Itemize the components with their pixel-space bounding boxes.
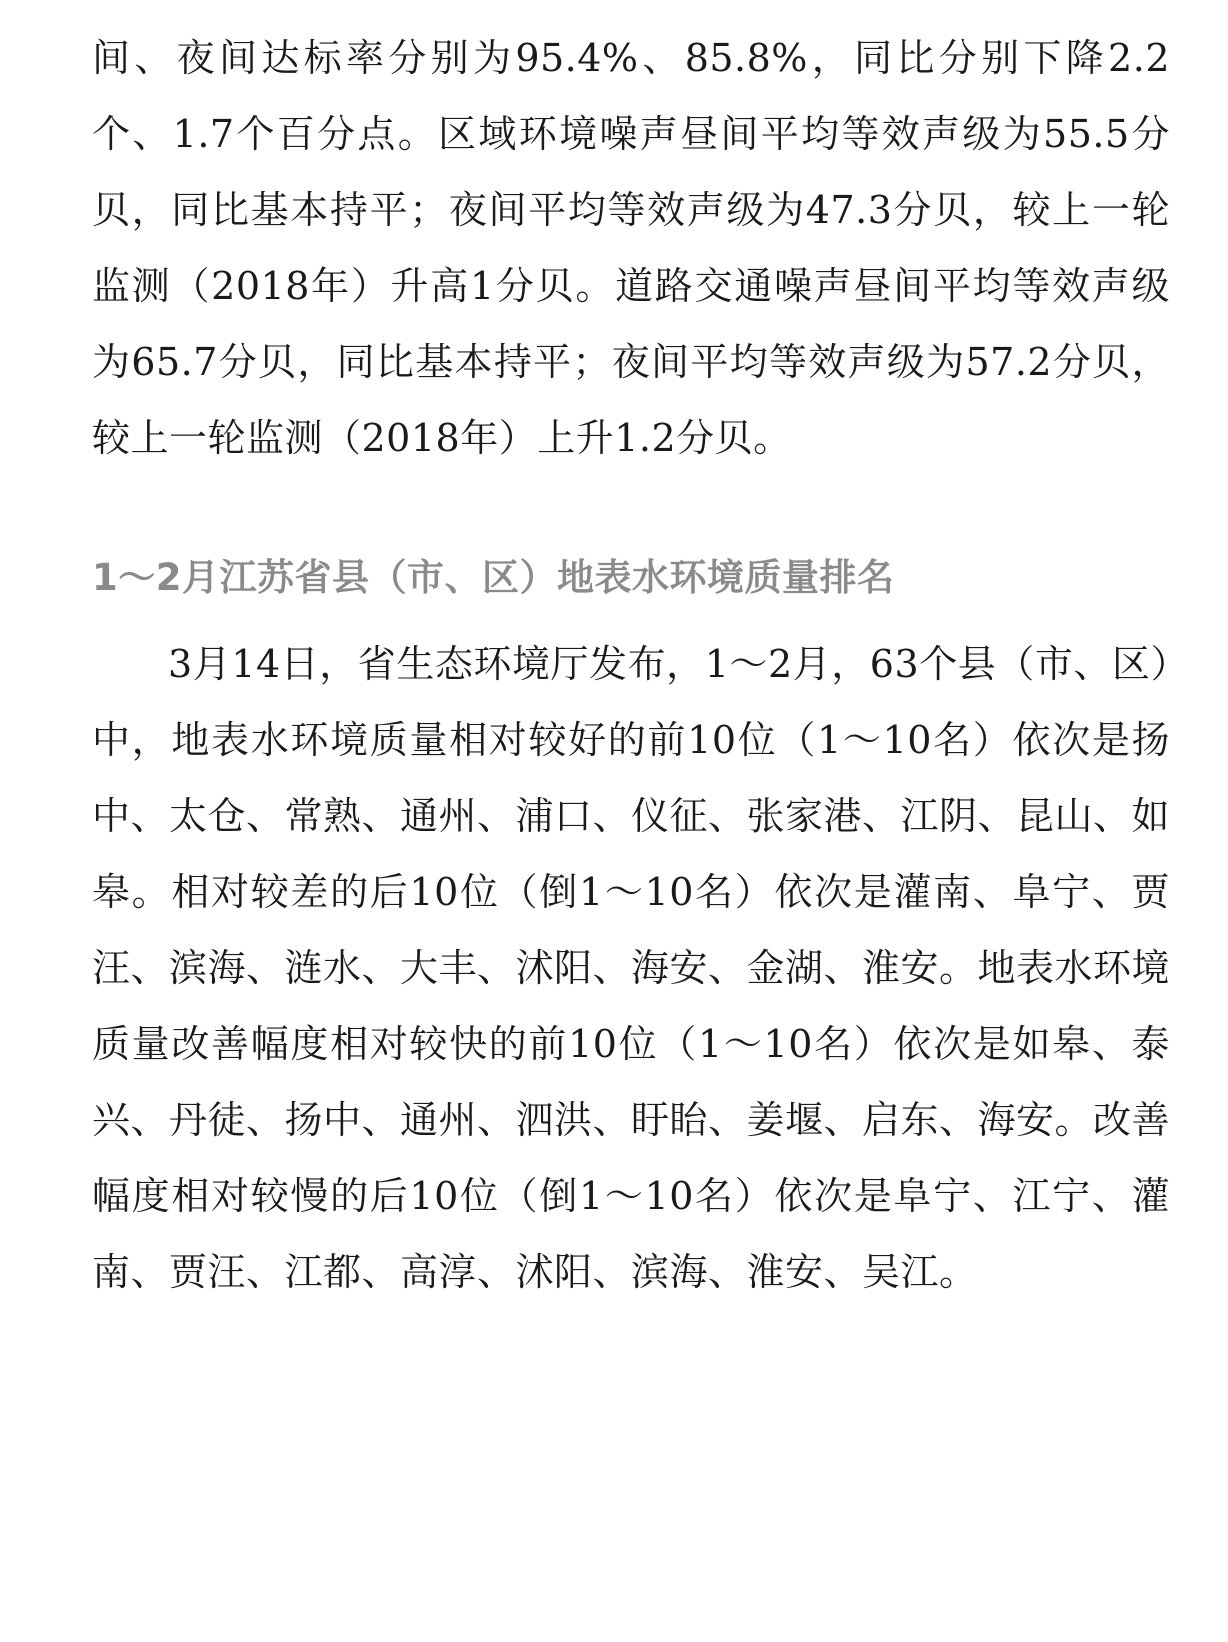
noise-monitoring-paragraph: 间、夜间达标率分别为95.4%、85.8%，同比分别下降2.2个、1.7个百分点。区域环境噪声昼间平均等效声级为55.5分贝，同比基本持平；夜间平均等效声级为47.3分贝，较上一轮监测（2018年）升高1分贝。道路交通噪声昼间平均等效声级为65.7分贝，同比基本持平；夜间平均等效声级为57.2分贝，较上一轮监测（2018年）上升1.2分贝。 <box>92 36 1170 460</box>
water-quality-ranking-paragraph: 3月14日，省生态环境厅发布，1～2月，63个县（市、区）中，地表水环境质量相对较好的前10位（1～10名）依次是扬中、太仓、常熟、通州、浦口、仪征、张家港、江阴、昆山、如皋。相对较差的后10位（倒1～10名）依次是灌南、阜宁、贾汪、滨海、涟水、大丰、沭阳、海安、金湖、淮安。地表水环境质量改善幅度相对较快的前10位（1～10名）依次是如皋、泰兴、丹徒、扬中、通州、泗洪、盱眙、姜堰、启东、海安。改善幅度相对较慢的后10位（倒1～10名）依次是阜宁、江宁、灌南、贾汪、江都、高淳、沭阳、滨海、淮安、吴江。 <box>92 642 1171 1294</box>
section-heading: 1～2月江苏省县（市、区）地表水环境质量排名 <box>92 556 895 599</box>
document-page <box>92 20 1170 1310</box>
